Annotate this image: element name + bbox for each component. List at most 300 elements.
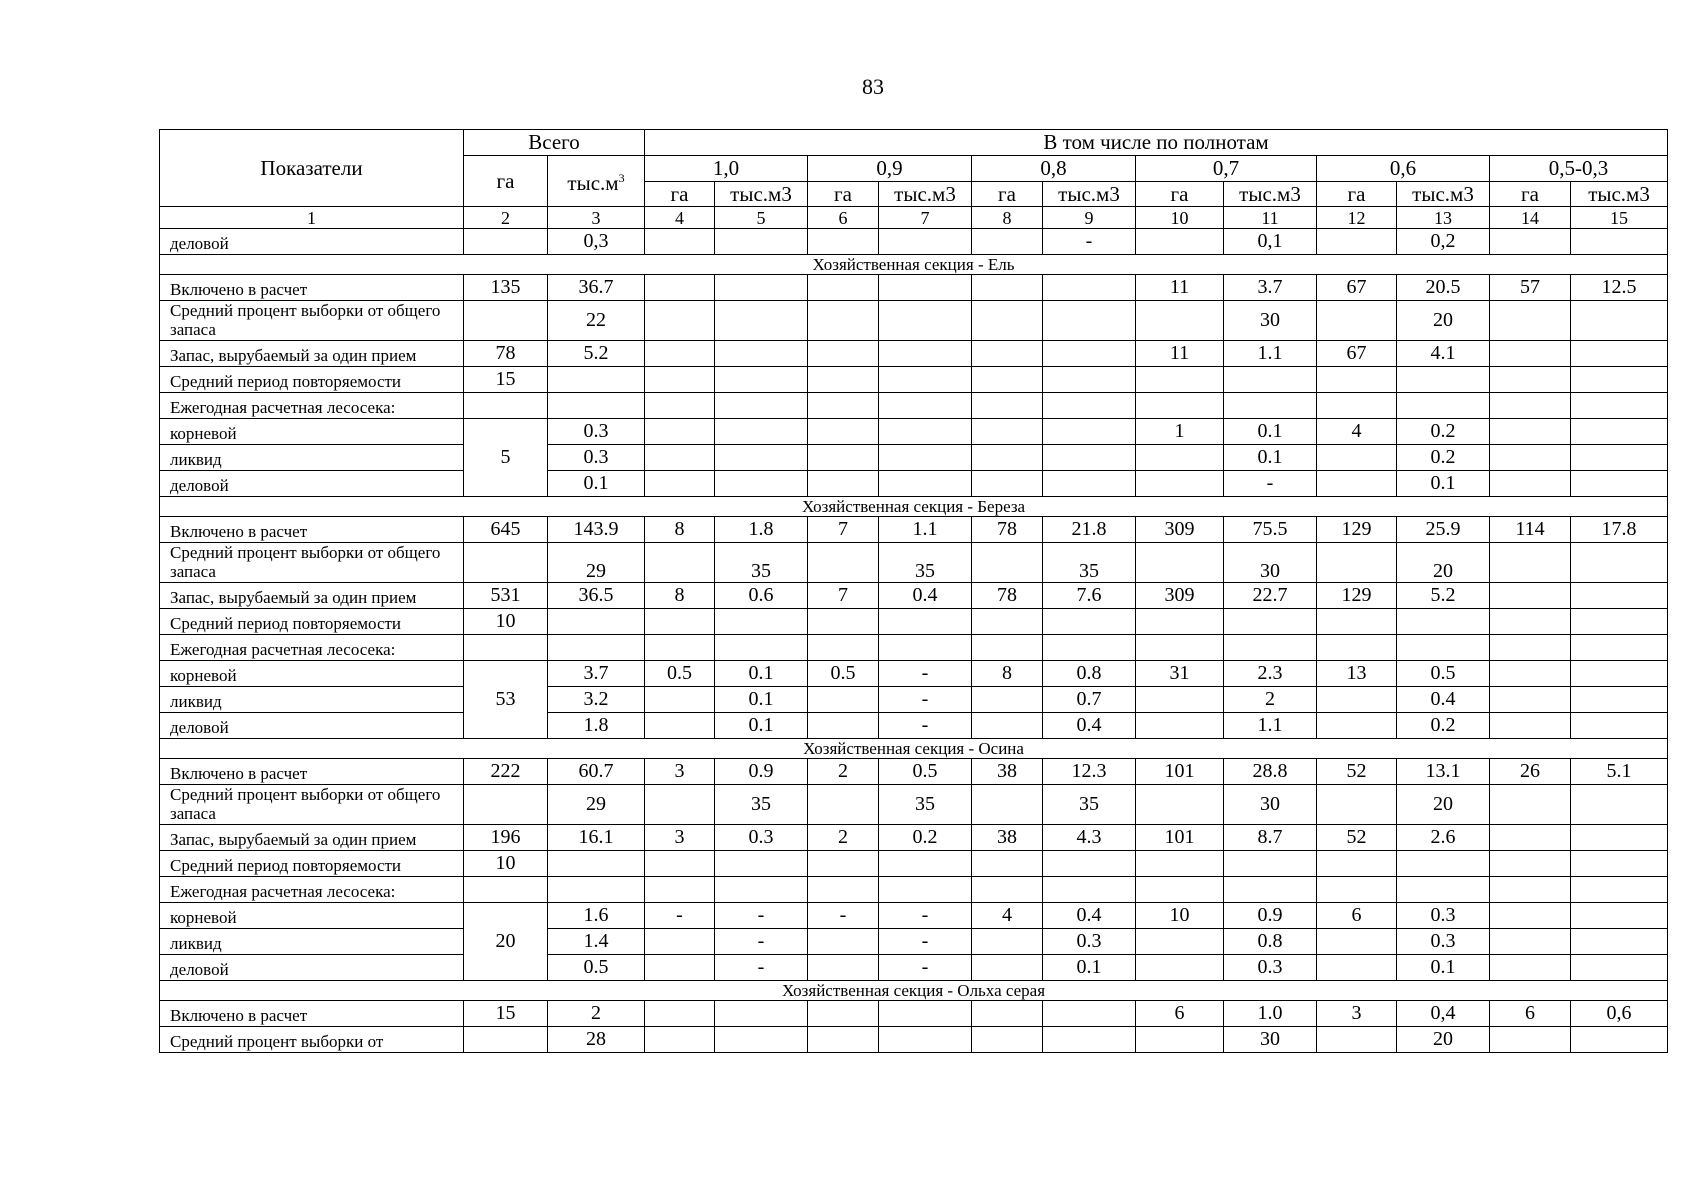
table-cell: 0.1 <box>715 687 808 713</box>
table-cell <box>1043 367 1136 393</box>
header-unit-ha: га <box>1136 182 1224 207</box>
table-cell <box>464 301 548 341</box>
table-cell <box>645 419 715 445</box>
table-cell <box>972 543 1043 583</box>
table-row <box>160 825 1668 851</box>
table-cell <box>1043 471 1136 497</box>
table-cell <box>645 635 715 661</box>
table-row <box>160 903 1668 929</box>
unit-th-sup: 3 <box>618 171 625 185</box>
table-cell <box>548 851 645 877</box>
table-cell <box>1317 471 1397 497</box>
table-cell <box>1224 393 1317 419</box>
table-cell: 7.6 <box>1043 583 1136 609</box>
table-cell: 75.5 <box>1224 517 1317 543</box>
table-cell: 35 <box>1043 785 1136 825</box>
table-cell <box>1317 635 1397 661</box>
table-row <box>160 609 1668 635</box>
table-cell: 0.3 <box>715 825 808 851</box>
table-cell: 2 <box>548 1001 645 1027</box>
table-cell: 30 <box>1224 785 1317 825</box>
table-cell: 0.1 <box>548 471 645 497</box>
table-cell <box>1490 609 1571 635</box>
table-row <box>160 419 1668 445</box>
table-cell: 129 <box>1317 583 1397 609</box>
table-cell: 7 <box>808 583 879 609</box>
table-cell <box>972 275 1043 301</box>
table-cell <box>1136 229 1224 255</box>
table-cell <box>1317 955 1397 981</box>
table-cell <box>879 419 972 445</box>
table-cell: 0.6 <box>715 583 808 609</box>
table-cell: 0.3 <box>1224 955 1317 981</box>
table-cell <box>1136 609 1224 635</box>
table-row <box>160 471 1668 497</box>
table-cell <box>1043 609 1136 635</box>
table-cell <box>1043 635 1136 661</box>
table-cell: 8 <box>645 517 715 543</box>
table-cell <box>548 635 645 661</box>
table-cell <box>1571 635 1668 661</box>
table-cell <box>879 393 972 419</box>
row-label: Средний процент выборки от общего запаса <box>160 785 464 825</box>
table-cell <box>1043 341 1136 367</box>
table-cell <box>1043 445 1136 471</box>
table-cell <box>1224 609 1317 635</box>
table-cell: 20.5 <box>1397 275 1490 301</box>
column-number: 14 <box>1490 207 1571 229</box>
table-cell: 20 <box>1397 785 1490 825</box>
column-number: 4 <box>645 207 715 229</box>
table-cell: 78 <box>972 583 1043 609</box>
table-cell: 4 <box>1317 419 1397 445</box>
table-cell <box>808 543 879 583</box>
table-cell <box>1397 635 1490 661</box>
table-cell <box>1490 687 1571 713</box>
table-cell <box>645 471 715 497</box>
row-label: Запас, вырубаемый за один прием <box>160 341 464 367</box>
table-cell <box>879 341 972 367</box>
table-cell <box>1317 393 1397 419</box>
table-cell <box>1571 583 1668 609</box>
table-cell: 4 <box>972 903 1043 929</box>
table-cell: 28 <box>548 1027 645 1053</box>
column-number: 5 <box>715 207 808 229</box>
table-cell <box>1317 229 1397 255</box>
table-cell <box>1490 929 1571 955</box>
table-cell: - <box>645 903 715 929</box>
table-cell: 0,3 <box>548 229 645 255</box>
table-cell <box>1136 367 1224 393</box>
table-cell: 1.1 <box>1224 713 1317 739</box>
table-cell <box>645 877 715 903</box>
table-cell <box>972 955 1043 981</box>
table-cell: - <box>879 929 972 955</box>
table-row <box>160 1027 1668 1053</box>
table-cell <box>715 609 808 635</box>
table-cell <box>715 471 808 497</box>
table-cell <box>1490 1027 1571 1053</box>
table-cell <box>1043 419 1136 445</box>
header-indicators: Показатели <box>160 130 464 207</box>
table-cell: 6 <box>1136 1001 1224 1027</box>
table-cell <box>1136 713 1224 739</box>
table-cell: 20 <box>464 903 548 981</box>
header-total-th-m3 <box>548 156 645 207</box>
table-cell: 35 <box>879 543 972 583</box>
table-cell <box>1136 393 1224 419</box>
table-cell <box>1490 583 1571 609</box>
table-row <box>160 229 1668 255</box>
table-cell <box>808 445 879 471</box>
table-cell <box>715 445 808 471</box>
row-label: ликвид <box>160 929 464 955</box>
table-cell <box>1397 393 1490 419</box>
header-by-density: В том числе по полнотам <box>645 130 1668 156</box>
table-cell <box>464 1027 548 1053</box>
table-cell <box>1317 713 1397 739</box>
table-cell: 0.7 <box>1043 687 1136 713</box>
header-unit-ha: га <box>1317 182 1397 207</box>
table-cell: 0.9 <box>1224 903 1317 929</box>
table-cell: - <box>879 661 972 687</box>
table-cell <box>715 393 808 419</box>
table-cell <box>1317 1027 1397 1053</box>
table-cell <box>1043 275 1136 301</box>
section-row <box>160 981 1668 1001</box>
table-cell <box>972 635 1043 661</box>
table-cell: 0.5 <box>645 661 715 687</box>
table-cell <box>808 785 879 825</box>
table-cell: 531 <box>464 583 548 609</box>
section-title: Хозяйственная секция - Ель <box>160 255 1668 275</box>
table-cell <box>1571 955 1668 981</box>
table-cell <box>645 341 715 367</box>
table-cell: 0.1 <box>1224 445 1317 471</box>
table-cell <box>645 393 715 419</box>
table-cell <box>464 785 548 825</box>
table-cell: - <box>879 687 972 713</box>
table-cell <box>1490 713 1571 739</box>
table-cell <box>808 1001 879 1027</box>
table-cell: 5.2 <box>548 341 645 367</box>
table-cell: 0.8 <box>1224 929 1317 955</box>
column-number: 9 <box>1043 207 1136 229</box>
table-row <box>160 851 1668 877</box>
header-unit-ha: га <box>1490 182 1571 207</box>
table-cell <box>1043 877 1136 903</box>
table-cell <box>1571 341 1668 367</box>
table-cell <box>972 1001 1043 1027</box>
table-cell: 0.4 <box>879 583 972 609</box>
table-cell <box>808 471 879 497</box>
table-cell <box>808 635 879 661</box>
table-cell <box>1571 713 1668 739</box>
table-cell: 30 <box>1224 301 1317 341</box>
table-cell <box>808 1027 879 1053</box>
header-unit-ha: га <box>972 182 1043 207</box>
table-cell <box>715 275 808 301</box>
table-cell <box>1571 785 1668 825</box>
table-cell: 2 <box>808 825 879 851</box>
table-cell <box>715 1001 808 1027</box>
table-cell <box>645 785 715 825</box>
table-cell <box>715 301 808 341</box>
table-cell <box>1490 301 1571 341</box>
table-cell <box>1317 543 1397 583</box>
table-cell: 2 <box>808 759 879 785</box>
table-cell: 1.6 <box>548 903 645 929</box>
table-cell <box>1571 393 1668 419</box>
table-cell: 22 <box>548 301 645 341</box>
table-cell <box>1397 877 1490 903</box>
section-row <box>160 255 1668 275</box>
table-cell: 0.2 <box>1397 713 1490 739</box>
table-cell: 35 <box>1043 543 1136 583</box>
table-cell <box>1317 687 1397 713</box>
table-cell: 6 <box>1317 903 1397 929</box>
row-label: Средний период повторяемости <box>160 367 464 393</box>
table-cell <box>808 609 879 635</box>
table-cell <box>645 445 715 471</box>
table-cell: 5.1 <box>1571 759 1668 785</box>
column-number: 2 <box>464 207 548 229</box>
table-cell <box>1571 445 1668 471</box>
table-cell <box>1136 635 1224 661</box>
table-cell <box>1571 929 1668 955</box>
table-cell <box>715 635 808 661</box>
table-cell <box>1490 877 1571 903</box>
forest-data-table <box>159 129 1668 1053</box>
table-cell: 0,1 <box>1224 229 1317 255</box>
section-row <box>160 497 1668 517</box>
table-cell: 35 <box>879 785 972 825</box>
table-cell: 38 <box>972 759 1043 785</box>
table-cell <box>1136 929 1224 955</box>
table-cell <box>1136 471 1224 497</box>
table-cell <box>1317 367 1397 393</box>
table-cell <box>1317 445 1397 471</box>
table-row <box>160 393 1668 419</box>
table-row <box>160 301 1668 341</box>
table-cell: 0.2 <box>879 825 972 851</box>
row-label: корневой <box>160 661 464 687</box>
row-label: Средний период повторяемости <box>160 609 464 635</box>
table-cell: - <box>715 955 808 981</box>
row-label: деловой <box>160 471 464 497</box>
table-cell <box>645 851 715 877</box>
table-row <box>160 713 1668 739</box>
table-cell: 0.5 <box>879 759 972 785</box>
table-cell: 8 <box>645 583 715 609</box>
table-cell <box>1490 825 1571 851</box>
table-cell: 5.2 <box>1397 583 1490 609</box>
table-cell <box>1136 687 1224 713</box>
table-cell <box>1571 687 1668 713</box>
header-density: 1,0 <box>645 156 808 182</box>
table-cell: 35 <box>715 785 808 825</box>
table-cell: 0.1 <box>1043 955 1136 981</box>
table-cell <box>808 367 879 393</box>
table-cell <box>972 229 1043 255</box>
table-cell <box>1136 955 1224 981</box>
row-label: Включено в расчет <box>160 759 464 785</box>
table-cell <box>645 543 715 583</box>
table-cell: 12.5 <box>1571 275 1668 301</box>
table-cell <box>1043 1001 1136 1027</box>
table-cell: 645 <box>464 517 548 543</box>
table-cell <box>1317 877 1397 903</box>
table-cell <box>808 687 879 713</box>
table-cell <box>1571 877 1668 903</box>
table-cell: 1.8 <box>715 517 808 543</box>
table-cell: 8.7 <box>1224 825 1317 851</box>
table-cell <box>808 275 879 301</box>
table-cell <box>1224 367 1317 393</box>
table-row <box>160 877 1668 903</box>
table-cell: 0.5 <box>808 661 879 687</box>
table-cell: 0.3 <box>548 419 645 445</box>
row-label: корневой <box>160 419 464 445</box>
table-row <box>160 955 1668 981</box>
table-cell: 0.1 <box>1224 419 1317 445</box>
table-cell: 35 <box>715 543 808 583</box>
table-cell <box>1571 229 1668 255</box>
table-body <box>160 229 1668 1053</box>
header-unit-th-m3: тыс.м3 <box>1397 182 1490 207</box>
table-cell: 0.3 <box>548 445 645 471</box>
table-cell: 4.1 <box>1397 341 1490 367</box>
table-cell: 22.7 <box>1224 583 1317 609</box>
table-cell: 20 <box>1397 1027 1490 1053</box>
table-cell: 11 <box>1136 275 1224 301</box>
table-cell: 15 <box>464 1001 548 1027</box>
section-title: Хозяйственная секция - Ольха серая <box>160 981 1668 1001</box>
table-cell: 10 <box>464 609 548 635</box>
table-cell: 53 <box>464 661 548 739</box>
table-cell <box>645 609 715 635</box>
column-number: 13 <box>1397 207 1490 229</box>
table-cell <box>1317 785 1397 825</box>
row-label: Средний процент выборки от общего запаса <box>160 301 464 341</box>
table-cell: 0.9 <box>715 759 808 785</box>
table-cell <box>1571 471 1668 497</box>
table-cell: 67 <box>1317 275 1397 301</box>
table-cell: 114 <box>1490 517 1571 543</box>
page-number: 83 <box>862 74 884 99</box>
section-title: Хозяйственная секция - Осина <box>160 739 1668 759</box>
row-label: Ежегодная расчетная лесосека: <box>160 877 464 903</box>
table-cell <box>1571 661 1668 687</box>
table-row <box>160 341 1668 367</box>
header-total-ha: га <box>464 156 548 207</box>
row-label: Включено в расчет <box>160 1001 464 1027</box>
column-number: 8 <box>972 207 1043 229</box>
table-cell: 5 <box>464 419 548 497</box>
table-row <box>160 445 1668 471</box>
table-cell <box>808 419 879 445</box>
table-cell: 1.1 <box>1224 341 1317 367</box>
table-cell <box>972 713 1043 739</box>
header-density: 0,5-0,3 <box>1490 156 1668 182</box>
table-cell <box>1224 851 1317 877</box>
table-cell: 30 <box>1224 1027 1317 1053</box>
table-cell <box>645 1001 715 1027</box>
table-cell <box>808 301 879 341</box>
table-cell: 222 <box>464 759 548 785</box>
table-cell <box>464 635 548 661</box>
table-cell <box>1490 661 1571 687</box>
header-unit-th-m3: тыс.м3 <box>1224 182 1317 207</box>
row-label: Средний процент выборки от <box>160 1027 464 1053</box>
table-cell: 3 <box>645 825 715 851</box>
table-cell <box>1571 301 1668 341</box>
table-cell <box>1136 445 1224 471</box>
column-number: 1 <box>160 207 464 229</box>
header-total: Всего <box>464 130 645 156</box>
table-cell <box>1571 609 1668 635</box>
table-row <box>160 635 1668 661</box>
table-cell: 3.7 <box>548 661 645 687</box>
table-cell: 15 <box>464 367 548 393</box>
row-label: Включено в расчет <box>160 275 464 301</box>
table-cell <box>1136 785 1224 825</box>
table-cell: 29 <box>548 543 645 583</box>
table-cell <box>645 713 715 739</box>
table-row <box>160 687 1668 713</box>
row-label: Запас, вырубаемый за один прием <box>160 583 464 609</box>
table-cell: 0,6 <box>1571 1001 1668 1027</box>
table-cell <box>1136 851 1224 877</box>
table-cell: 0.2 <box>1397 419 1490 445</box>
table-cell: 52 <box>1317 759 1397 785</box>
table-cell <box>879 229 972 255</box>
column-number: 6 <box>808 207 879 229</box>
table-cell <box>1571 543 1668 583</box>
table-cell <box>645 229 715 255</box>
table-cell <box>879 301 972 341</box>
table-cell: 21.8 <box>1043 517 1136 543</box>
table-cell <box>1317 301 1397 341</box>
header-density: 0,7 <box>1136 156 1317 182</box>
table-cell: - <box>879 955 972 981</box>
table-cell: 3.7 <box>1224 275 1317 301</box>
column-number: 15 <box>1571 207 1668 229</box>
table-cell <box>1136 543 1224 583</box>
row-label: ликвид <box>160 445 464 471</box>
table-cell <box>464 877 548 903</box>
table-cell <box>1490 785 1571 825</box>
table-cell <box>1571 825 1668 851</box>
column-number: 3 <box>548 207 645 229</box>
column-number: 12 <box>1317 207 1397 229</box>
table-cell: - <box>1224 471 1317 497</box>
table-cell <box>1136 301 1224 341</box>
table-cell <box>548 877 645 903</box>
table-cell: 38 <box>972 825 1043 851</box>
table-cell <box>1043 301 1136 341</box>
header-unit-th-m3: тыс.м3 <box>715 182 808 207</box>
table-row <box>160 759 1668 785</box>
table-cell <box>1043 393 1136 419</box>
table-cell <box>879 1027 972 1053</box>
table-cell <box>972 367 1043 393</box>
row-label: корневой <box>160 903 464 929</box>
table-cell: 16.1 <box>548 825 645 851</box>
table-cell <box>715 877 808 903</box>
table-cell: 20 <box>1397 543 1490 583</box>
table-cell <box>1490 851 1571 877</box>
